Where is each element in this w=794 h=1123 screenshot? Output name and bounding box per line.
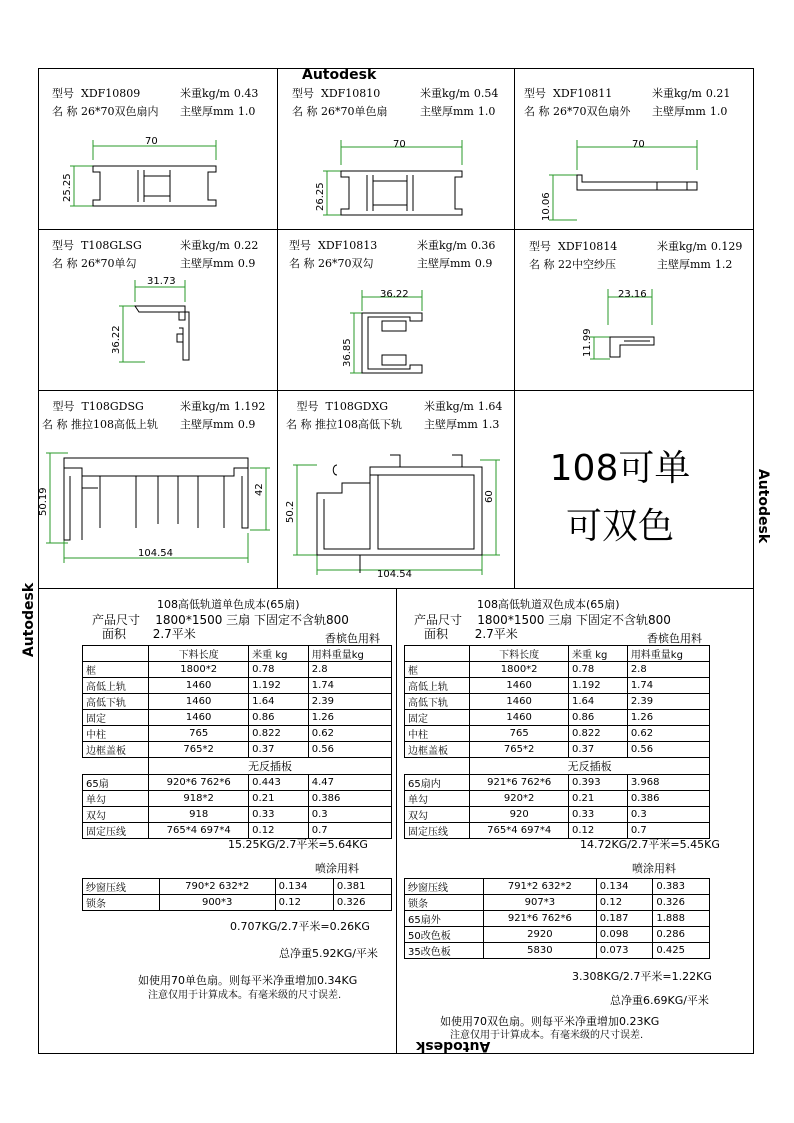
table-cell: 边框盖板 bbox=[83, 742, 149, 758]
headline-line2: 可双色 bbox=[565, 506, 674, 547]
table-cell: 固定压线 bbox=[83, 823, 149, 839]
right-cost-table bbox=[404, 645, 710, 839]
profile-info-2: 型号 XDF10810 米重kg/m 0.54 名 称 26*70单色扇 主壁厚mm 1.0 bbox=[292, 87, 499, 118]
dim-label: 36.85 bbox=[342, 338, 353, 367]
profile-info-1: 型号 XDF10809 米重kg/m 0.43 名 称 26*70双色扇内 主壁厚mm 1.0 bbox=[52, 87, 259, 118]
table-cell: 35改色板 bbox=[405, 943, 484, 959]
profile-info-4: 型号 T108GLSG 米重kg/m 0.22 名 称 26*70单勾 主壁厚mm 0.9 bbox=[52, 239, 259, 270]
headline-line1: 108可单 bbox=[549, 448, 691, 489]
table-cell: 0.383 bbox=[653, 879, 710, 895]
dim-label: 70 bbox=[632, 139, 645, 150]
table-row bbox=[83, 742, 392, 758]
table-cell: 0.134 bbox=[275, 879, 333, 895]
table-cell: 765*4 697*4 bbox=[149, 823, 249, 839]
table-cell: 1460 bbox=[470, 710, 569, 726]
table-section-row bbox=[405, 758, 710, 775]
table-cell: 920*6 762*6 bbox=[149, 775, 249, 791]
table-cell: 高低下轨 bbox=[405, 694, 470, 710]
dim-label: 70 bbox=[393, 139, 406, 150]
table-cell: 1.74 bbox=[308, 678, 391, 694]
table-cell: 0.386 bbox=[308, 791, 391, 807]
table-cell: 0.326 bbox=[333, 895, 391, 911]
table-cell: 0.12 bbox=[275, 895, 333, 911]
table-row bbox=[405, 742, 710, 758]
dim-label: 70 bbox=[145, 136, 158, 147]
left-note2: 注意仅用于计算成本。有毫米级的尺寸误差. bbox=[148, 990, 342, 1001]
table-cell: 单勾 bbox=[83, 791, 149, 807]
table-cell: 用料重量kg bbox=[627, 646, 709, 662]
table-row bbox=[405, 662, 710, 678]
profile-info-7: 型号 T108GDSG 米重kg/m 1.192 名 称 推拉108高低上轨 主壁厚mm 0.9 bbox=[42, 400, 266, 431]
table-cell: 高低上轨 bbox=[83, 678, 149, 694]
table-row bbox=[405, 879, 710, 895]
table-cell: 1800*2 bbox=[470, 662, 569, 678]
table-row bbox=[405, 911, 710, 927]
table-cell: 米重 kg bbox=[569, 646, 628, 662]
table-cell: 0.326 bbox=[653, 895, 710, 911]
table-cell: 765*2 bbox=[470, 742, 569, 758]
table-cell: 921*6 762*6 bbox=[470, 775, 569, 791]
table-cell: 791*2 632*2 bbox=[483, 879, 596, 895]
table-cell: 0.12 bbox=[249, 823, 309, 839]
table-row bbox=[405, 775, 710, 791]
table-cell: 锁条 bbox=[83, 895, 160, 911]
section-label: 无反插板 bbox=[470, 758, 710, 775]
right-material: 香槟色用料 bbox=[647, 632, 702, 645]
table-cell: 框 bbox=[405, 662, 470, 678]
table-cell: 921*6 762*6 bbox=[483, 911, 596, 927]
table-cell: 0.443 bbox=[249, 775, 309, 791]
table-cell: 0.7 bbox=[308, 823, 391, 839]
table-cell: 1.74 bbox=[627, 678, 709, 694]
table-cell: 0.286 bbox=[653, 927, 710, 943]
table-row bbox=[405, 791, 710, 807]
right-size: 产品尺寸 1800*1500 三扇 下固定不含轨800 bbox=[414, 613, 671, 627]
table-cell: 1.64 bbox=[249, 694, 309, 710]
table-cell: 2920 bbox=[483, 927, 596, 943]
table-cell: 0.37 bbox=[569, 742, 628, 758]
table-cell: 2.39 bbox=[627, 694, 709, 710]
table-cell: 用料重量kg bbox=[308, 646, 391, 662]
table-cell: 米重 kg bbox=[249, 646, 309, 662]
table-cell: 下料长度 bbox=[149, 646, 249, 662]
table-cell: 765 bbox=[470, 726, 569, 742]
table-cell: 0.381 bbox=[333, 879, 391, 895]
left-cost-table bbox=[82, 645, 392, 839]
table-cell: 0.187 bbox=[596, 911, 653, 927]
dim-label: 36.22 bbox=[111, 325, 122, 354]
table-cell: 0.37 bbox=[249, 742, 309, 758]
right-area: 面积 2.7平米 bbox=[424, 627, 518, 641]
table-cell: 0.822 bbox=[249, 726, 309, 742]
table-cell: 765 bbox=[149, 726, 249, 742]
table-cell: 2.39 bbox=[308, 694, 391, 710]
left-area: 面积 2.7平米 bbox=[102, 627, 196, 641]
dim-label: 50.2 bbox=[285, 500, 296, 523]
table-cell: 2.8 bbox=[308, 662, 391, 678]
table-row bbox=[83, 895, 392, 911]
dim-label: 10.06 bbox=[541, 192, 552, 221]
profile-info-3: 型号 XDF10811 米重kg/m 0.21 名 称 26*70双色扇外 主壁厚mm 1.0 bbox=[524, 87, 731, 118]
table-cell: 0.393 bbox=[569, 775, 628, 791]
table-row bbox=[405, 726, 710, 742]
table-cell bbox=[83, 646, 149, 662]
left-total1: 15.25KG/2.7平米=5.64KG bbox=[228, 838, 368, 851]
table-section-row bbox=[83, 758, 392, 775]
table-cell: 0.073 bbox=[596, 943, 653, 959]
table-cell: 3.968 bbox=[627, 775, 709, 791]
table-cell: 1.888 bbox=[653, 911, 710, 927]
table-row bbox=[83, 678, 392, 694]
table-cell: 1.26 bbox=[308, 710, 391, 726]
table-cell: 0.62 bbox=[627, 726, 709, 742]
table-row bbox=[83, 710, 392, 726]
table-cell: 0.33 bbox=[569, 807, 628, 823]
profile-info-5: 型号 XDF10813 米重kg/m 0.36 名 称 26*70双勾 主壁厚mm 0.9 bbox=[289, 239, 496, 270]
dim-label: 104.54 bbox=[377, 569, 412, 580]
table-cell: 1800*2 bbox=[149, 662, 249, 678]
table-cell: 1460 bbox=[149, 678, 249, 694]
profile-drawing-6 bbox=[580, 285, 680, 365]
table-cell: 0.33 bbox=[249, 807, 309, 823]
table-cell: 固定 bbox=[405, 710, 470, 726]
table-cell: 920 bbox=[470, 807, 569, 823]
table-cell: 1460 bbox=[149, 710, 249, 726]
dim-label: 25.25 bbox=[62, 173, 73, 202]
table-cell: 0.56 bbox=[308, 742, 391, 758]
table-cell: 0.62 bbox=[308, 726, 391, 742]
profile-info-8: 型号 T108GDXG 米重kg/m 1.64 名 称 推拉108高低下轨 主壁厚mm 1.3 bbox=[286, 400, 503, 431]
table-cell: 900*3 bbox=[159, 895, 275, 911]
dim-label: 104.54 bbox=[138, 548, 173, 559]
watermark-top: Autodesk bbox=[302, 67, 377, 83]
right-note2: 注意仅用于计算成本。有毫米级的尺寸误差. bbox=[450, 1030, 644, 1041]
table-row bbox=[405, 807, 710, 823]
left-note1: 如使用70单色扇。则每平米净重增加0.34KG bbox=[138, 974, 358, 987]
table-cell: 1460 bbox=[149, 694, 249, 710]
table-row bbox=[83, 694, 392, 710]
profile-drawing-5 bbox=[340, 285, 440, 385]
table-cell: 0.098 bbox=[596, 927, 653, 943]
watermark-left: Autodesk bbox=[21, 582, 38, 658]
profile-info-6: 型号 XDF10814 米重kg/m 0.129 名 称 22中空纱压 主壁厚mm 1.2 bbox=[529, 240, 743, 271]
profile-drawing-8 bbox=[282, 445, 507, 580]
dim-label: 26.25 bbox=[315, 182, 326, 211]
table-cell: 0.12 bbox=[596, 895, 653, 911]
table-cell: 0.3 bbox=[627, 807, 709, 823]
table-cell: 765*4 697*4 bbox=[470, 823, 569, 839]
table-cell: 0.822 bbox=[569, 726, 628, 742]
table-cell: 高低上轨 bbox=[405, 678, 470, 694]
table-cell: 1.64 bbox=[569, 694, 628, 710]
table-cell: 0.7 bbox=[627, 823, 709, 839]
dim-label: 11.99 bbox=[582, 328, 593, 357]
section-label: 无反插板 bbox=[149, 758, 392, 775]
table-cell: 固定 bbox=[83, 710, 149, 726]
table-cell: 框 bbox=[83, 662, 149, 678]
left-total2: 0.707KG/2.7平米=0.26KG bbox=[230, 920, 370, 933]
table-cell: 边框盖板 bbox=[405, 742, 470, 758]
right-spray-table bbox=[404, 878, 710, 959]
left-spray-table bbox=[82, 878, 392, 911]
table-cell: 790*2 632*2 bbox=[159, 879, 275, 895]
table-row bbox=[405, 694, 710, 710]
table-cell: 50改色板 bbox=[405, 927, 484, 943]
table-cell: 0.86 bbox=[249, 710, 309, 726]
table-row bbox=[83, 879, 392, 895]
table-cell: 中柱 bbox=[405, 726, 470, 742]
profile-drawing-2 bbox=[305, 135, 475, 220]
table-cell: 高低下轨 bbox=[83, 694, 149, 710]
left-spray: 喷涂用料 bbox=[315, 862, 359, 875]
table-cell: 单勾 bbox=[405, 791, 470, 807]
dim-label: 23.16 bbox=[618, 289, 647, 300]
left-material: 香槟色用料 bbox=[325, 632, 380, 645]
table-cell: 0.21 bbox=[249, 791, 309, 807]
table-cell: 0.386 bbox=[627, 791, 709, 807]
table-cell: 1.192 bbox=[249, 678, 309, 694]
table-row bbox=[405, 895, 710, 911]
table-cell: 下料长度 bbox=[470, 646, 569, 662]
table-cell: 纱窗压线 bbox=[83, 879, 160, 895]
table-cell: 1.192 bbox=[569, 678, 628, 694]
right-spray: 喷涂用料 bbox=[632, 862, 676, 875]
profile-drawing-7 bbox=[38, 448, 273, 573]
profile-drawing-4 bbox=[105, 272, 205, 377]
table-row bbox=[83, 726, 392, 742]
table-cell: 0.78 bbox=[569, 662, 628, 678]
right-total2: 3.308KG/2.7平米=1.22KG bbox=[572, 970, 712, 983]
profile-drawing-3 bbox=[537, 135, 707, 225]
dim-label: 60 bbox=[484, 490, 495, 503]
watermark-right: Autodesk bbox=[755, 468, 772, 544]
table-cell: 765*2 bbox=[149, 742, 249, 758]
table-cell: 65扇 bbox=[83, 775, 149, 791]
table-cell: 0.56 bbox=[627, 742, 709, 758]
table-row bbox=[83, 807, 392, 823]
table-row bbox=[405, 710, 710, 726]
table-cell: 1460 bbox=[470, 678, 569, 694]
table-cell: 1.26 bbox=[627, 710, 709, 726]
left-size: 产品尺寸 1800*1500 三扇 下固定不含轨800 bbox=[92, 613, 349, 627]
table-cell: 0.425 bbox=[653, 943, 710, 959]
table-header-row bbox=[405, 646, 710, 662]
table-cell: 907*3 bbox=[483, 895, 596, 911]
dim-label: 36.22 bbox=[380, 289, 409, 300]
table-cell: 65扇外 bbox=[405, 911, 484, 927]
table-cell: 纱窗压线 bbox=[405, 879, 484, 895]
table-cell: 0.3 bbox=[308, 807, 391, 823]
table-cell: 2.8 bbox=[627, 662, 709, 678]
table-cell: 0.21 bbox=[569, 791, 628, 807]
table-cell: 0.86 bbox=[569, 710, 628, 726]
dim-label: 31.73 bbox=[147, 276, 176, 287]
table-cell: 918*2 bbox=[149, 791, 249, 807]
table-row bbox=[405, 943, 710, 959]
right-net: 总净重6.69KG/平米 bbox=[610, 994, 709, 1007]
table-cell: 65扇内 bbox=[405, 775, 470, 791]
table-cell: 中柱 bbox=[83, 726, 149, 742]
table-cell: 4.47 bbox=[308, 775, 391, 791]
table-cell: 双勾 bbox=[405, 807, 470, 823]
table-header-row bbox=[83, 646, 392, 662]
table-cell: 0.134 bbox=[596, 879, 653, 895]
table-cell: 0.12 bbox=[569, 823, 628, 839]
dim-label: 42 bbox=[254, 483, 265, 496]
table-cell: 锁条 bbox=[405, 895, 484, 911]
table-row bbox=[405, 927, 710, 943]
table-cell: 918 bbox=[149, 807, 249, 823]
table-cell: 1460 bbox=[470, 694, 569, 710]
table-row bbox=[83, 662, 392, 678]
right-note1: 如使用70双色扇。则每平米净重增加0.23KG bbox=[440, 1015, 660, 1028]
profile-drawing-1 bbox=[60, 130, 230, 220]
dim-label: 50.19 bbox=[38, 487, 49, 516]
table-row bbox=[405, 678, 710, 694]
table-row bbox=[83, 775, 392, 791]
table-cell bbox=[405, 646, 470, 662]
right-total1: 14.72KG/2.7平米=5.45KG bbox=[580, 838, 720, 851]
table-cell: 双勾 bbox=[83, 807, 149, 823]
table-cell: 0.78 bbox=[249, 662, 309, 678]
headline bbox=[520, 440, 720, 556]
table-row bbox=[83, 791, 392, 807]
right-title: 108高低轨道双色成本(65扇) bbox=[477, 598, 620, 611]
watermark-bottom: Autodesk bbox=[416, 1038, 491, 1054]
table-cell: 固定压线 bbox=[405, 823, 470, 839]
left-title: 108高低轨道单色成本(65扇) bbox=[157, 598, 300, 611]
table-cell: 920*2 bbox=[470, 791, 569, 807]
left-net: 总净重5.92KG/平米 bbox=[279, 947, 378, 960]
table-cell: 5830 bbox=[483, 943, 596, 959]
